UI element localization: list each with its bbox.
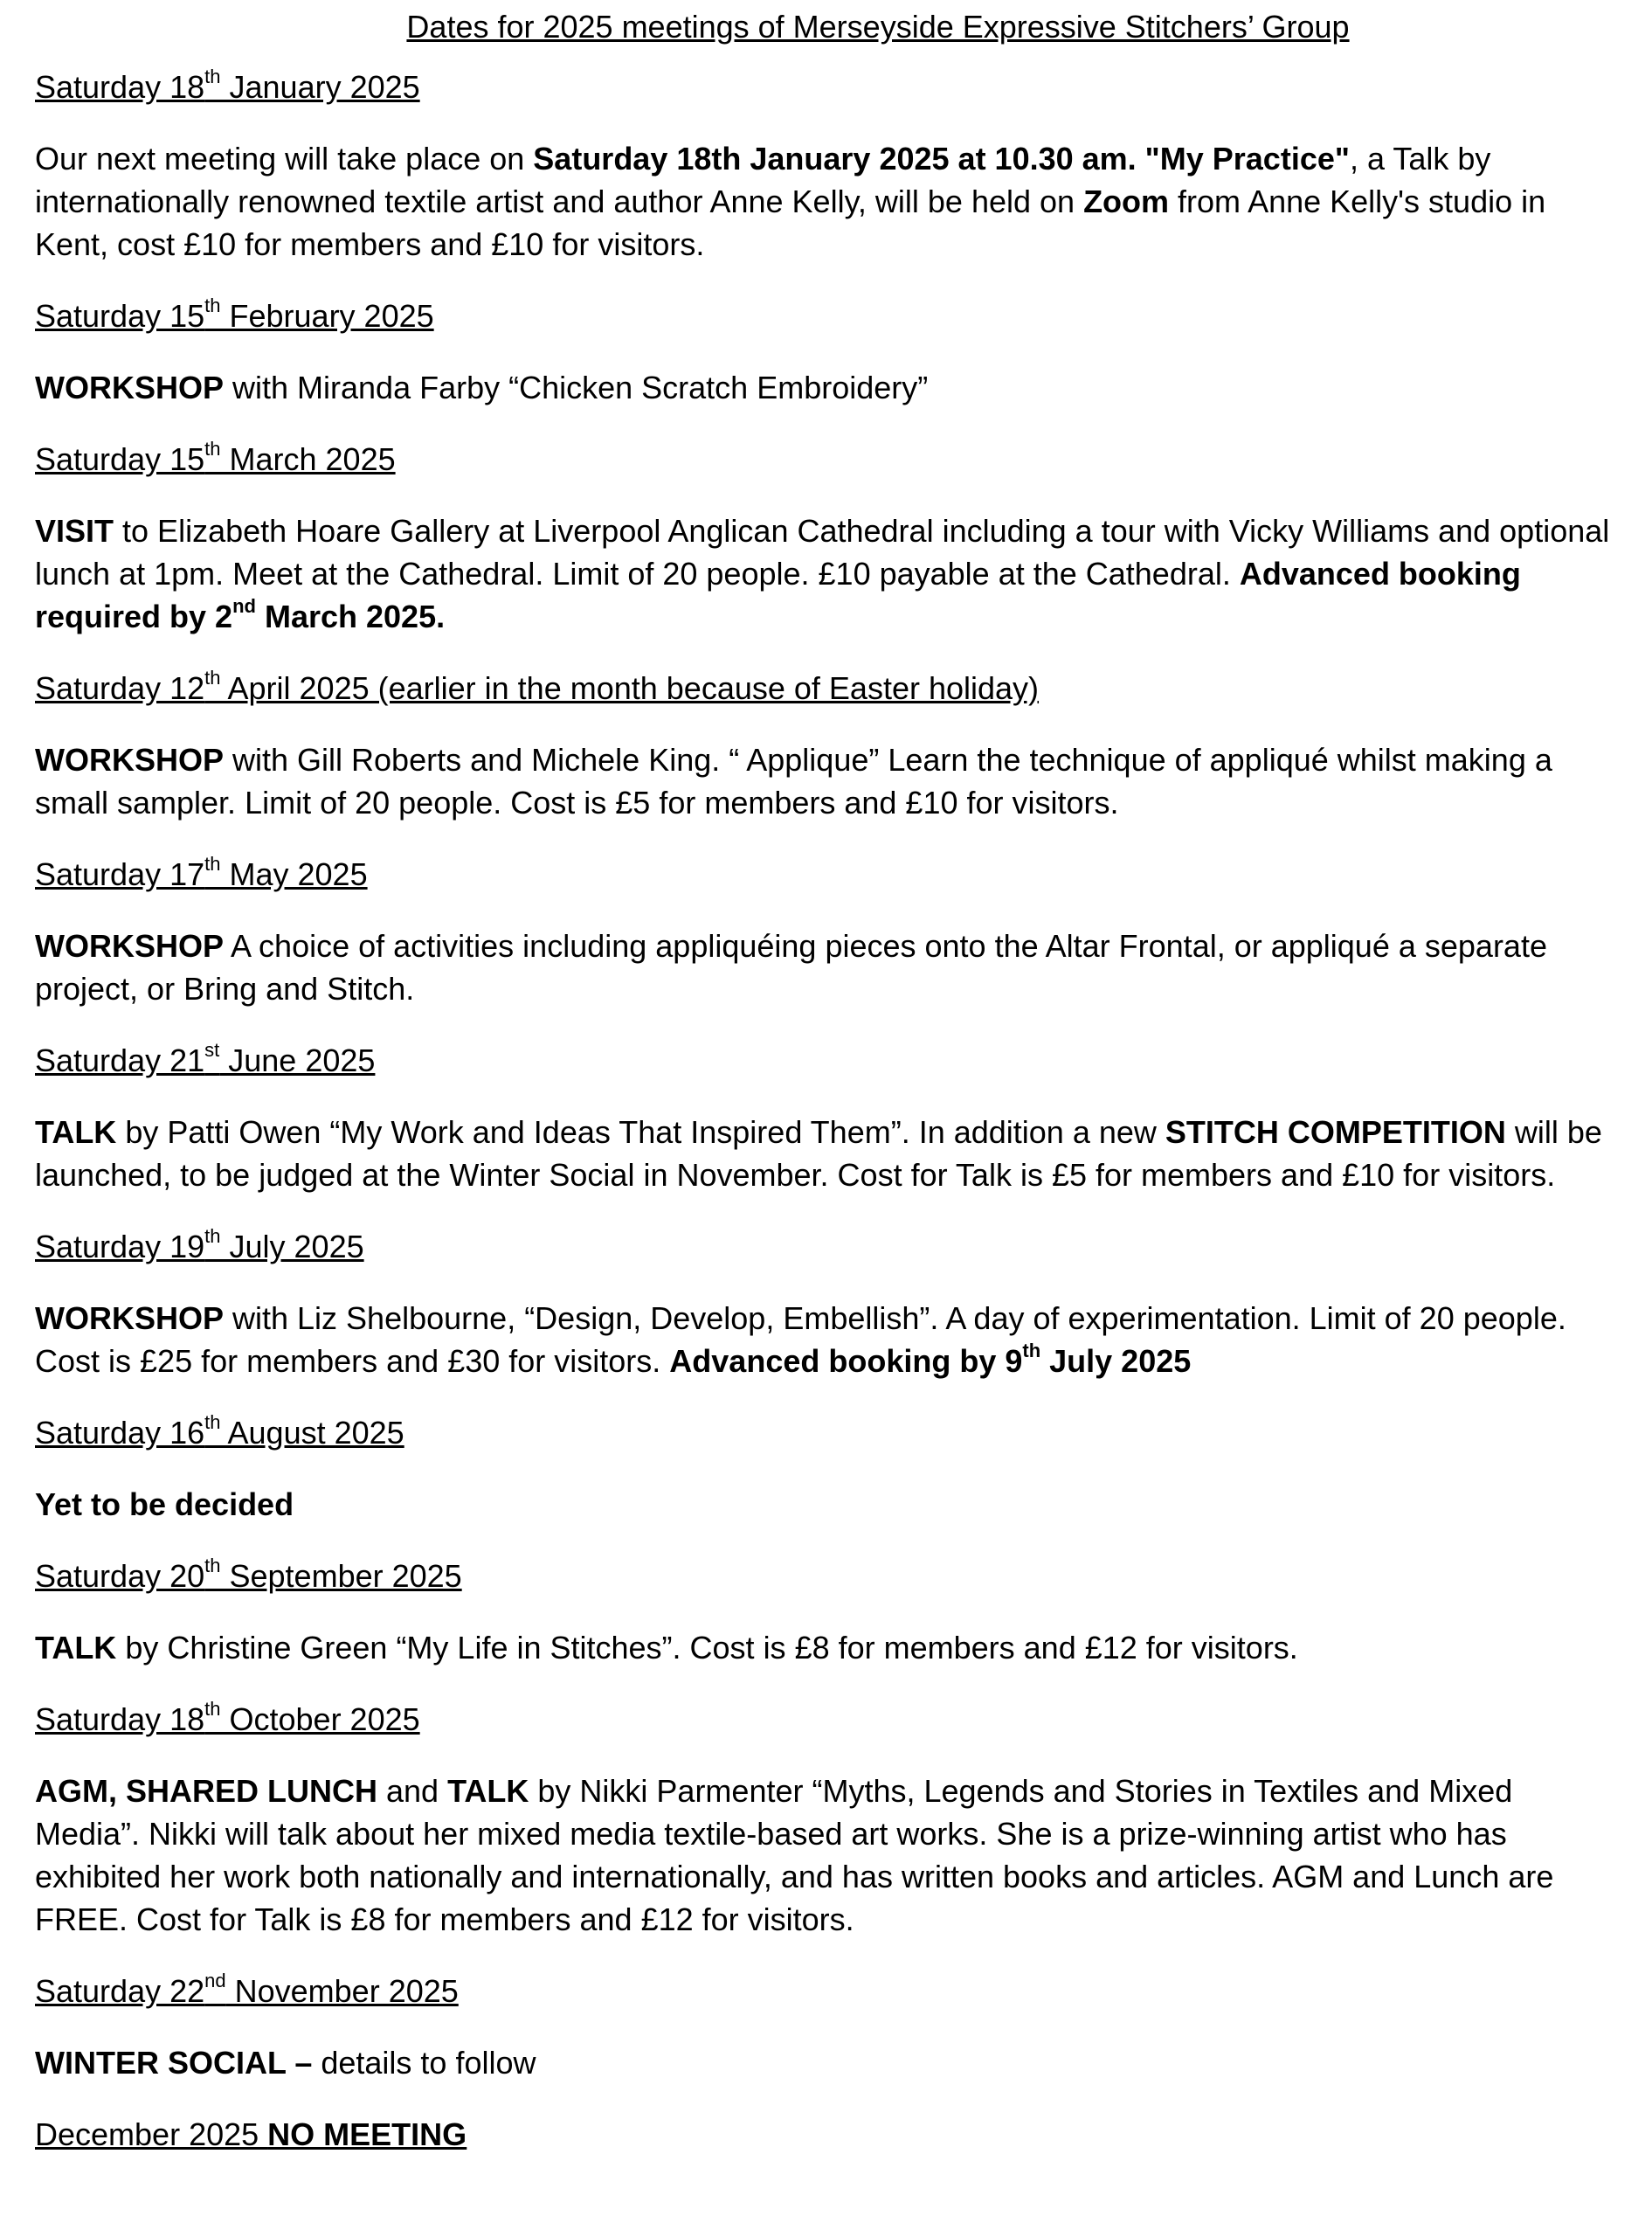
meeting-date-ordinal: th — [204, 667, 221, 689]
emphasis-text: Yet to be decided — [35, 1486, 294, 1522]
meeting-date-rest: August 2025 — [220, 1415, 404, 1451]
meeting-date — [35, 1225, 1618, 1268]
meeting-date — [35, 66, 1618, 108]
meeting-date-main: Saturday 12 — [35, 670, 205, 706]
meeting-date-main: Saturday 19 — [35, 1229, 205, 1264]
description-text: with Liz Shelbourne, “Design, Develop, Embellish”. A day of experimentation. Limit of 20 people. Cost is £25 for members and £30 for visitors. — [35, 1300, 1566, 1379]
emphasis-text: AGM, SHARED LUNCH — [35, 1773, 377, 1809]
description-text: and — [377, 1773, 448, 1809]
meeting-date-rest: April 2025 (earlier in the month because of Easter holiday) — [220, 670, 1040, 706]
meeting-date — [35, 1039, 1618, 1082]
document-page — [35, 5, 1618, 2185]
meeting-date-ordinal: th — [204, 1225, 221, 1247]
description-text: by Nikki Parmenter “Myths, Legends and Stories in Textiles and Mixed Media”. Nikki will talk about her mixed media textile-based art works. She is a prize-winning artist who has exhibited her work both nationally and internationally, and has written books and articles. AGM and Lunch are FREE. Cost for Talk is £8 for members and £12 for visitors. — [35, 1773, 1554, 1937]
meeting-date-main: Saturday 17 — [35, 856, 205, 892]
meeting-description — [35, 366, 1618, 409]
meeting-date — [35, 853, 1618, 896]
final-meeting-line — [35, 2113, 1618, 2156]
emphasis-text: nd — [232, 595, 256, 617]
meeting-description — [35, 1626, 1618, 1669]
description-text: A choice of activities including appliquéing pieces onto the Altar Frontal, or appliqué a separate project, or Bring and Stitch. — [35, 928, 1547, 1007]
meeting-date-main: Saturday 15 — [35, 441, 205, 477]
meeting-date-rest: May 2025 — [220, 856, 368, 892]
emphasis-text: TALK — [35, 1630, 117, 1666]
meeting-list — [35, 66, 1618, 2084]
description-text: details to follow — [312, 2045, 536, 2081]
emphasis-text: Advanced booking by 9 — [669, 1343, 1023, 1379]
description-text: by Patti Owen “My Work and Ideas That Inspired Them”. In addition a new — [116, 1114, 1165, 1150]
meeting-date-main: Saturday 22 — [35, 1973, 205, 2009]
description-text: with Miranda Farby “Chicken Scratch Embroidery” — [224, 370, 929, 405]
emphasis-text: TALK — [35, 1114, 117, 1150]
document-title: Dates for 2025 meetings of Merseyside Expressive Stitchers’ Group — [406, 9, 1350, 45]
meeting-date-main: Saturday 18 — [35, 69, 205, 105]
final-meeting-date: December 2025 — [35, 2116, 268, 2152]
meeting-date-ordinal: th — [204, 294, 221, 316]
description-text: with Gill Roberts and Michele King. “ Applique” Learn the technique of appliqué whilst making a small sampler. Limit of 20 people. Cost is £5 for members and £10 for visitors. — [35, 742, 1552, 821]
meeting-date-rest: October 2025 — [220, 1701, 420, 1737]
emphasis-text: WORKSHOP — [35, 928, 224, 964]
meeting-date-rest: March 2025 — [220, 441, 396, 477]
description-text: to Elizabeth Hoare Gallery at Liverpool Anglican Cathedral including a tour with Vicky Williams and optional lunch at 1pm. Meet at the Cathedral. Limit of 20 people. £10 payable at the Cathedral. — [35, 513, 1610, 592]
meeting-date-ordinal: th — [204, 1411, 221, 1433]
emphasis-text: th — [1022, 1340, 1041, 1361]
meeting-date — [35, 1970, 1618, 2012]
description-text: by Christine Green “My Life in Stitches”. Cost is £8 for members and £12 for visitors. — [116, 1630, 1298, 1666]
meeting-date-rest: June 2025 — [219, 1042, 376, 1078]
emphasis-text: Zoom — [1083, 184, 1170, 219]
emphasis-text: WINTER SOCIAL – — [35, 2045, 313, 2081]
meeting-date-main: Saturday 16 — [35, 1415, 205, 1451]
emphasis-text: TALK — [447, 1773, 529, 1809]
meeting-date-ordinal: th — [204, 438, 221, 460]
meeting-date-main: Saturday 18 — [35, 1701, 205, 1737]
description-text: will be launched, to be judged at the Winter Social in November. Cost for Talk is £5 for members and £10 for visitors. — [35, 1114, 1602, 1193]
meeting-description — [35, 2041, 1618, 2084]
meeting-description — [35, 1297, 1618, 1382]
emphasis-text: WORKSHOP — [35, 1300, 224, 1336]
meeting-date-rest: July 2025 — [220, 1229, 364, 1264]
description-text: from Anne Kelly's studio in Kent, cost £10 for members and £10 for visitors. — [35, 184, 1546, 262]
meeting-date-main: Saturday 20 — [35, 1558, 205, 1594]
emphasis-text: Advanced booking required by 2 — [35, 556, 1521, 634]
meeting-date-rest: September 2025 — [220, 1558, 462, 1594]
meeting-date-ordinal: th — [204, 853, 221, 875]
meeting-date — [35, 438, 1618, 481]
meeting-description — [35, 1111, 1618, 1196]
meeting-date-main: Saturday 15 — [35, 298, 205, 334]
meeting-description — [35, 738, 1618, 824]
meeting-date — [35, 294, 1618, 337]
description-text: , a Talk by internationally renowned textile artist and author Anne Kelly, will be held on — [35, 141, 1491, 219]
emphasis-text: WORKSHOP — [35, 742, 224, 778]
meeting-date — [35, 667, 1618, 710]
emphasis-text: July 2025 — [1040, 1343, 1192, 1379]
emphasis-text: Saturday 18th January 2025 at 10.30 am. "My Practice" — [533, 141, 1350, 177]
meeting-date-rest: November 2025 — [225, 1973, 459, 2009]
meeting-date-ordinal: st — [204, 1039, 220, 1061]
meeting-date — [35, 1698, 1618, 1741]
meeting-description — [35, 1483, 1618, 1526]
meeting-description — [35, 509, 1618, 638]
final-meeting-note: NO MEETING — [267, 2116, 467, 2152]
description-text: Our next meeting will take place on — [35, 141, 534, 177]
meeting-description — [35, 137, 1618, 266]
meeting-date — [35, 1555, 1618, 1597]
meeting-date-rest: January 2025 — [220, 69, 420, 105]
emphasis-text: STITCH COMPETITION — [1165, 1114, 1506, 1150]
meeting-description — [35, 925, 1618, 1010]
emphasis-text: March 2025. — [255, 599, 446, 634]
meeting-date-rest: February 2025 — [220, 298, 434, 334]
emphasis-text: WORKSHOP — [35, 370, 224, 405]
meeting-date — [35, 1411, 1618, 1454]
meeting-date-ordinal: nd — [204, 1970, 226, 1991]
meeting-date-main: Saturday 21 — [35, 1042, 205, 1078]
meeting-date-ordinal: th — [204, 1698, 221, 1720]
meeting-date-ordinal: th — [204, 1555, 221, 1576]
meeting-date-ordinal: th — [204, 66, 221, 87]
meeting-description — [35, 1770, 1618, 1941]
emphasis-text: VISIT — [35, 513, 114, 549]
